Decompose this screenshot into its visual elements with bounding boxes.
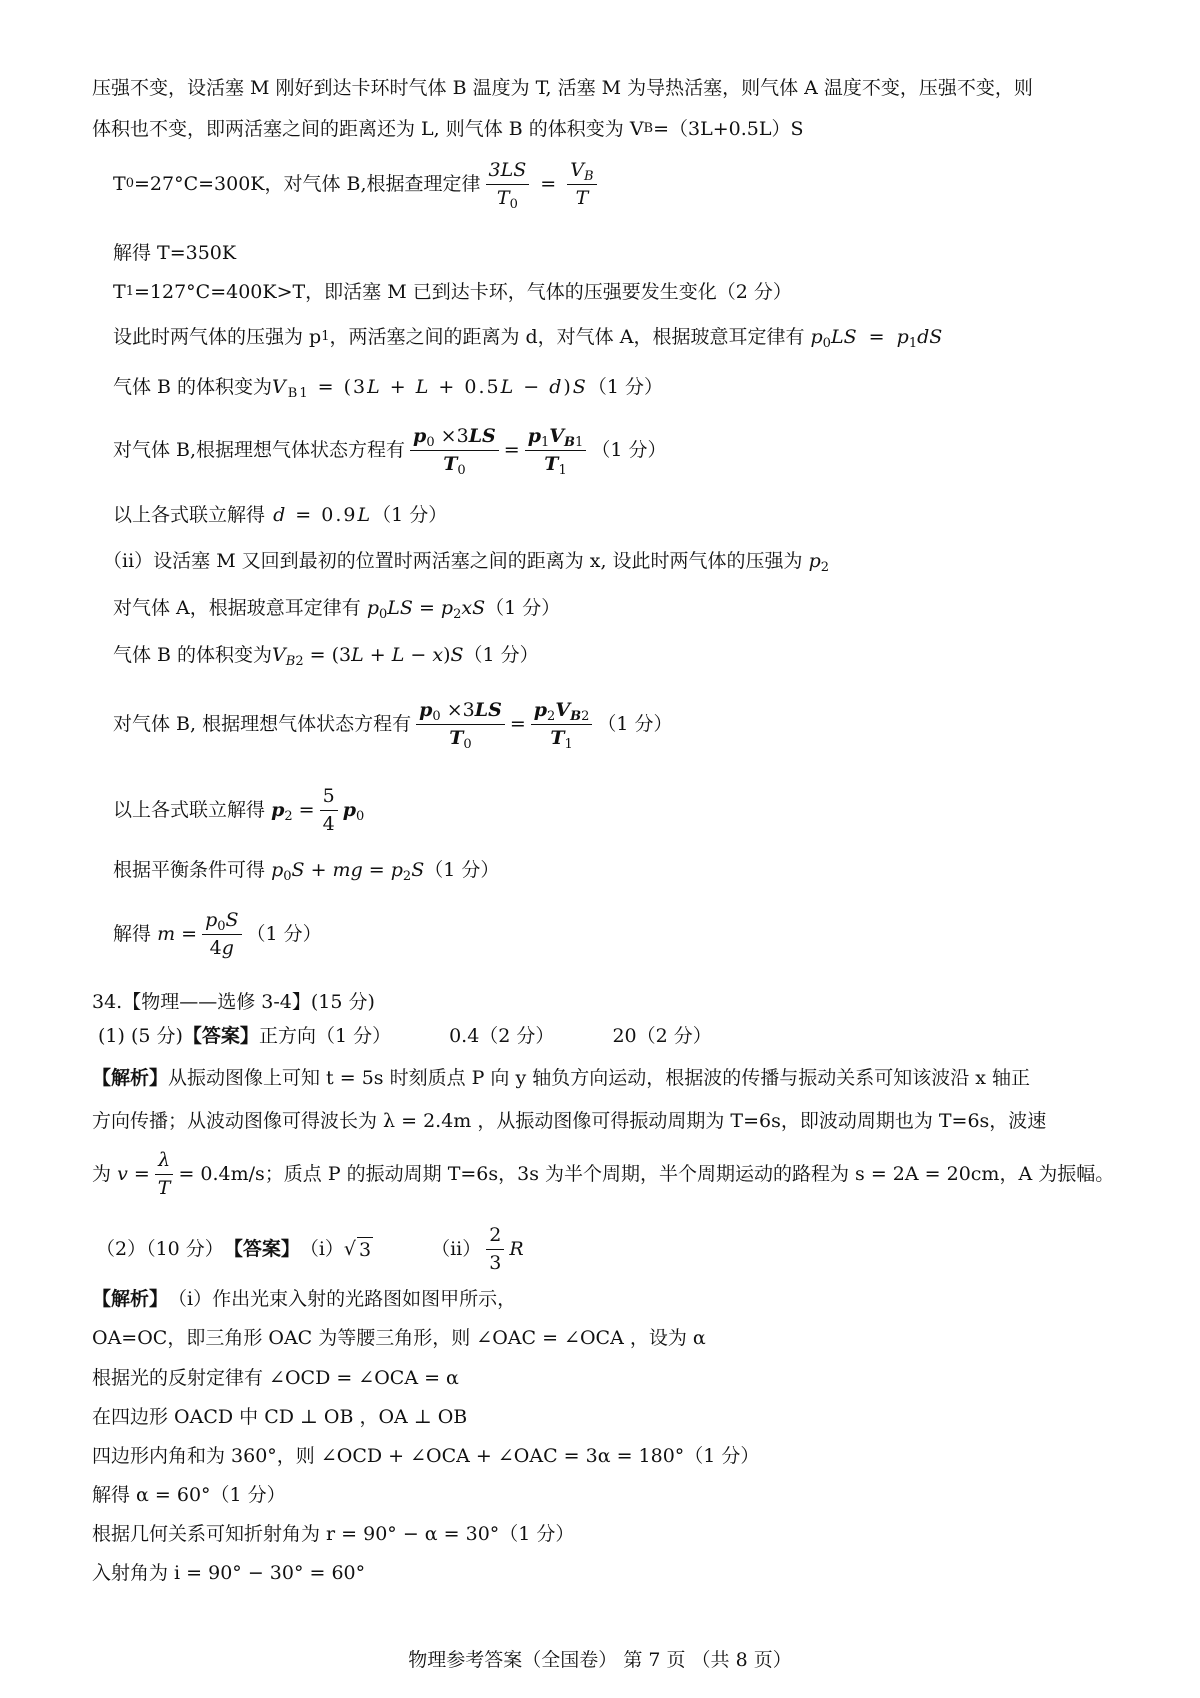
text-line: T 1 =127°C=400K>T，即活塞 M 已到达卡环，气体的压强要发生变化（2 分） — [113, 281, 792, 303]
paragraph-text: 解得 T=350K — [113, 242, 237, 264]
paragraph-text: 根据几何关系可知折射角为 r = 90° − α = 30°（1 分） — [92, 1523, 575, 1545]
answer-value: 0.4（2 分） — [449, 1025, 555, 1047]
equation: $\frac{5}{4}$ — [320, 786, 338, 835]
text-line — [96, 1225, 524, 1274]
paragraph-text: 四边形内角和为 360°，则 ∠OCD + ∠OCA + ∠OAC = 3α = 180°（1 分） — [92, 1445, 760, 1467]
score-note: （1 分） — [591, 439, 667, 462]
paragraph-text: 根据光的反射定律有 ∠OCD = ∠OCA = α — [92, 1367, 459, 1389]
equation: $\frac{\lambda}{T}$ — [155, 1150, 174, 1199]
equation: R — [509, 1238, 524, 1261]
equation: $p_2$ = — [271, 799, 315, 825]
paragraph-text: 根据平衡条件可得 — [113, 859, 266, 881]
paragraph-text: 体积也不变，即两活塞之间的距离还为 L, 则气体 B 的体积变为 V — [92, 118, 644, 140]
text-line — [92, 1561, 365, 1586]
text-line: 对气体 B,根据理想气体状态方程有 $\frac{p_0 \times 3LS}{T_0}$ = $\frac{p_1V_{B1}}{T_1}$ （1 分） — [113, 425, 667, 478]
analysis-label: 【解析】 — [92, 1067, 169, 1089]
score-note: （1 分） — [246, 923, 322, 946]
answer-label: 【答案】 — [182, 1025, 259, 1047]
paragraph-text: ，两活塞之间的距离为 d，对气体 A，根据玻意耳定律有 — [329, 326, 805, 348]
text-line — [92, 1326, 706, 1351]
text-line — [92, 76, 1033, 101]
paragraph-text: （i）作出光束入射的光路图如图甲所示， — [168, 1288, 517, 1310]
score-note: （1 分） — [463, 644, 539, 666]
text-line — [113, 596, 560, 621]
text-line — [92, 1522, 574, 1547]
equation: $V_{B1} = (3L + L + 0.5L - d)S$ — [272, 376, 588, 401]
text-line — [92, 1066, 1030, 1091]
paragraph-text: 对气体 B, 根据理想气体状态方程有 — [113, 713, 412, 736]
paragraph-text: 解得 α = 60°（1 分） — [92, 1484, 286, 1506]
score-note: （1 分） — [597, 713, 673, 736]
equation: $\frac{p_0S}{4g}$ — [202, 910, 241, 959]
text-line — [92, 1366, 459, 1391]
paragraph-text: （2）（10 分） — [96, 1238, 224, 1261]
score-note: （1 分） — [372, 504, 448, 526]
equation: $\frac{p_1V_{B1}}{T_1}$ — [525, 426, 587, 475]
equation: $\frac{3LS}{T_0}$ — [486, 160, 530, 209]
text-line: 对气体 B, 根据理想气体状态方程有 $\frac{p_0 \times 3LS}{T_0}$ = $\frac{p_2V_{B2}}{T_1}$ （1 分） — [113, 699, 673, 752]
paragraph-text: OA=OC，即三角形 OAC 为等腰三角形，则 ∠OAC = ∠OCA ，设为 α — [92, 1327, 706, 1349]
paragraph-text: =27°C=300K，对气体 B,根据查理定律 — [133, 173, 481, 196]
paragraph-text: =（3L+0.5L）S — [653, 118, 804, 140]
text-line — [92, 1483, 286, 1508]
paragraph-text: T — [113, 281, 126, 303]
paragraph-text: = 0.4m/s；质点 P 的振动周期 T=6s，3s 为半个周期，半个周期运动的路程为 s = 2A = 20cm，A 为振幅。 — [178, 1163, 1115, 1186]
equation: v = — [117, 1163, 150, 1186]
score-note: （1 分） — [587, 376, 663, 398]
equation: $p_0LS = p_1dS$ — [810, 326, 943, 351]
paragraph-text: 以上各式联立解得 — [113, 799, 266, 822]
answer-label: 【答案】 — [223, 1238, 300, 1261]
text-line: T 0 =27°C=300K，对气体 B,根据查理定律 $\frac{3LS}{T_0}$ = $\frac{V_B}{T}$ — [113, 160, 602, 209]
paragraph-text: 对气体 B,根据理想气体状态方程有 — [113, 439, 406, 462]
paragraph-text: 方向传播；从波动图像可得波长为 λ = 2.4m ，从振动图像可得振动周期为 T=6s，即波动周期也为 T=6s，波速 — [92, 1110, 1047, 1132]
equation: $\frac{p_0 \times 3LS}{T_0}$ — [410, 426, 499, 475]
score-note: （1 分） — [485, 597, 561, 619]
paragraph-text: 入射角为 i = 90° − 30° = 60° — [92, 1562, 366, 1584]
text-line — [98, 1024, 712, 1049]
equation: $V_{B2} = (3L + L - x)S$ — [272, 644, 464, 669]
text-line — [113, 643, 539, 668]
paragraph-text: 为 — [92, 1163, 112, 1186]
equation: $p_0$ — [342, 799, 365, 825]
text-line: 体积也不变，即两活塞之间的距离还为 L, 则气体 B 的体积变为 V B =（3L+0.5L）S — [92, 118, 804, 140]
paragraph-text: (1) (5 分) — [98, 1025, 183, 1047]
equation: $\frac{p_2V_{B2}}{T_1}$ — [531, 700, 593, 749]
paragraph-text: 设此时两气体的压强为 p — [113, 326, 322, 348]
answer-value: 20（2 分） — [612, 1025, 712, 1047]
equation: $p_0LS = p_2xS$ — [366, 597, 486, 622]
paragraph-text: （i） — [299, 1238, 344, 1261]
paragraph-text: T — [113, 173, 126, 196]
paragraph-text: 气体 B 的体积变为 — [113, 644, 273, 666]
text-line — [92, 1150, 1114, 1199]
text-line — [113, 910, 322, 959]
equation: $p_0S$ + mg = $p_2S$ — [271, 859, 425, 884]
text-line — [113, 503, 447, 528]
equation: $\frac{V_B}{T}$ — [567, 160, 596, 209]
text-line — [92, 1405, 467, 1430]
paragraph-text: 对气体 A，根据玻意耳定律有 — [113, 597, 361, 619]
score-note: （1 分） — [424, 859, 500, 881]
text-line — [113, 241, 236, 266]
paragraph-text: 从振动图像上可知 t = 5s 时刻质点 P 向 y 轴负方向运动，根据波的传播与振动关系可知该波沿 x 轴正 — [168, 1067, 1031, 1089]
equation: $p_2$ — [808, 550, 830, 575]
text-line — [113, 858, 499, 883]
paragraph-text: 气体 B 的体积变为 — [113, 376, 273, 398]
section-title: 34.【物理——选修 3-4】(15 分) — [92, 991, 375, 1013]
text-line — [113, 375, 663, 400]
text-line — [92, 1109, 1046, 1134]
page-footer: 物理参考答案（全国卷） 第 7 页 （共 8 页） — [408, 1649, 792, 1671]
paragraph-text: 以上各式联立解得 — [113, 504, 266, 526]
paragraph-text: （ii）设活塞 M 又回到最初的位置时两活塞之间的距离为 x, 设此时两气体的压强为 — [103, 550, 803, 572]
equation: $\frac{2}{3}$ — [486, 1225, 504, 1274]
equation: d = 0.9L — [273, 504, 373, 526]
paragraph-text: =127°C=400K>T，即活塞 M 已到达卡环，气体的压强要发生变化（2 分） — [133, 281, 792, 303]
paragraph-text: 压强不变，设活塞 M 刚好到达卡环时气体 B 温度为 T, 活塞 M 为导热活塞，则气体 A 温度不变，压强不变，则 — [92, 77, 1033, 99]
equation: m = — [157, 923, 198, 946]
analysis-label: 【解析】 — [92, 1288, 169, 1310]
paragraph-text: 在四边形 OACD 中 CD ⊥ OB ，OA ⊥ OB — [92, 1406, 468, 1428]
text-line — [103, 549, 829, 574]
equation: $\frac{p_0 \times 3LS}{T_0}$ — [416, 700, 505, 749]
paragraph-text: 解得 — [113, 923, 152, 946]
text-line — [92, 1444, 759, 1469]
text-line — [113, 786, 364, 835]
equation: √ 3 — [343, 1237, 372, 1261]
answer-value: 正方向（1 分） — [258, 1025, 392, 1047]
section-heading — [92, 990, 375, 1015]
text-line: 设此时两气体的压强为 p 1 ，两活塞之间的距离为 d，对气体 A，根据玻意耳定律有 $p_0LS = p_1dS$ — [113, 326, 943, 351]
text-line — [92, 1287, 516, 1312]
paragraph-text: （ii） — [431, 1238, 482, 1261]
